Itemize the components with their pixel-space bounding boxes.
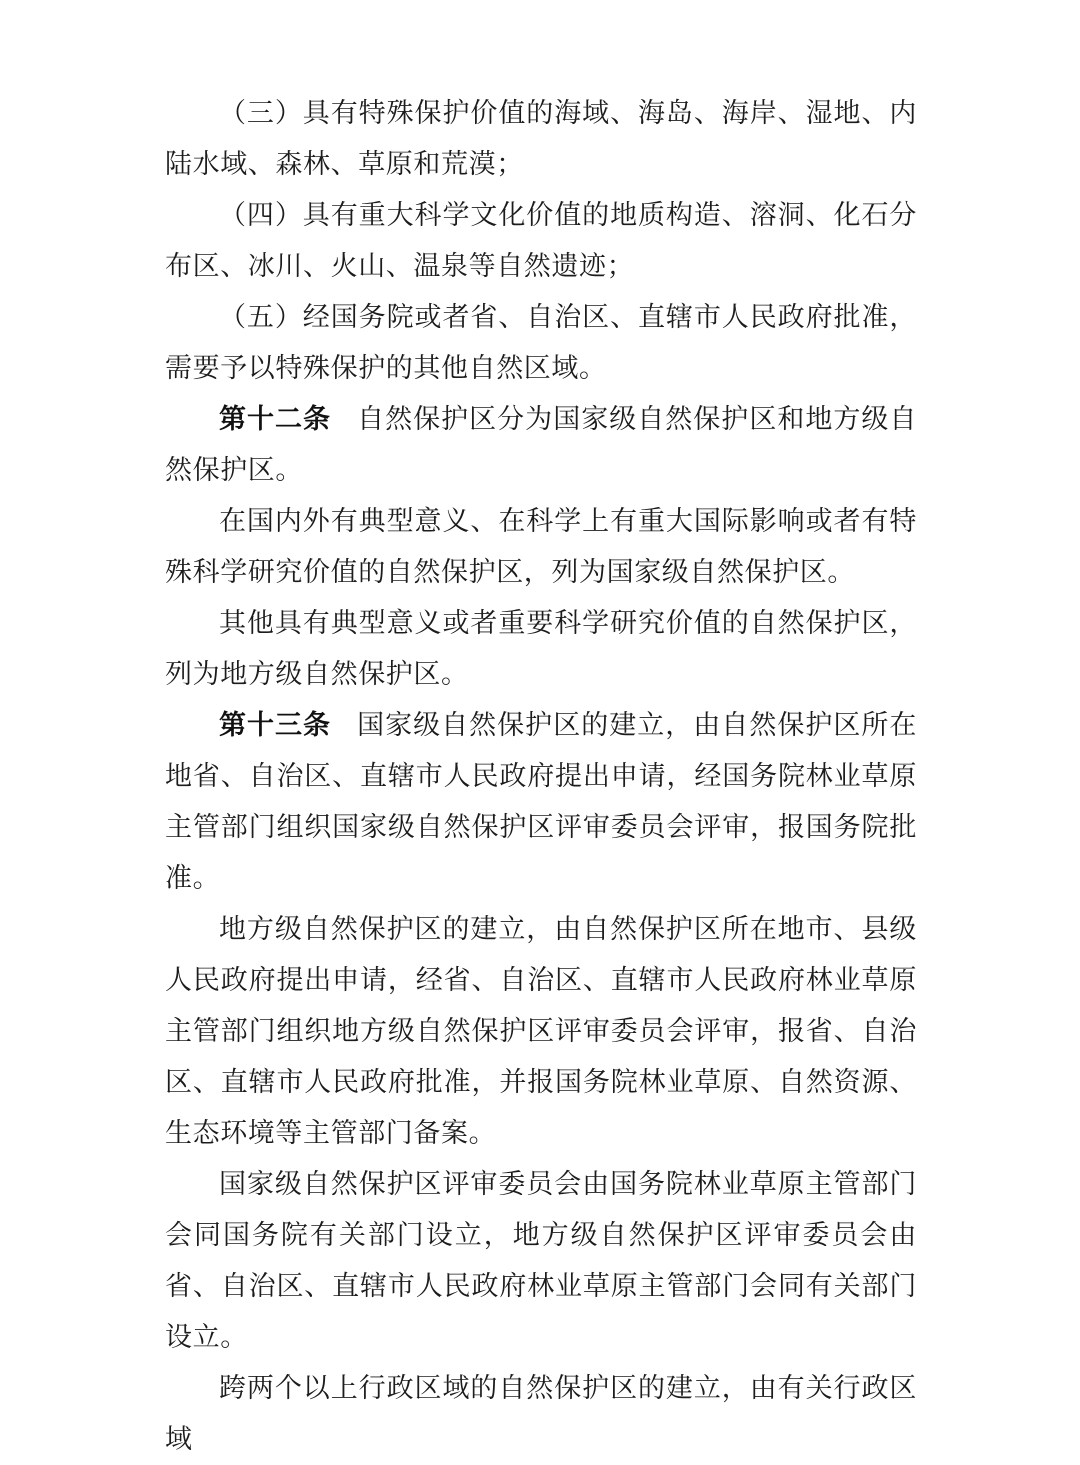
paragraph-text: （四）具有重大科学文化价值的地质构造、溶洞、化石分布区、冰川、火山、温泉等自然遗迹； — [165, 200, 917, 282]
paragraph-text: 在国内外有典型意义、在科学上有重大国际影响或者有特殊科学研究价值的自然保护区，列为国家级自然保护区。 — [165, 506, 917, 588]
paragraph-item-5 — [165, 292, 917, 394]
paragraph-text: 地方级自然保护区的建立，由自然保护区所在地市、县级人民政府提出申请，经省、自治区、直辖市人民政府林业草原主管部门组织地方级自然保护区评审委员会评审，报省、自治区、直辖市人民政府批准，并报国务院林业草原、自然资源、生态环境等主管部门备案。 — [165, 914, 917, 1149]
paragraph-item-4 — [165, 190, 917, 292]
document-body — [165, 88, 917, 1465]
paragraph — [165, 496, 917, 598]
paragraph-item-3 — [165, 88, 917, 190]
paragraph-text: （五）经国务院或者省、自治区、直辖市人民政府批准，需要予以特殊保护的其他自然区域。 — [165, 302, 917, 384]
paragraph — [165, 1159, 917, 1363]
paragraph-text: 跨两个以上行政区域的自然保护区的建立，由有关行政区域 — [165, 1373, 917, 1455]
paragraph-text: 国家级自然保护区评审委员会由国务院林业草原主管部门会同国务院有关部门设立，地方级自然保护区评审委员会由省、自治区、直辖市人民政府林业草原主管部门会同有关部门设立。 — [165, 1169, 917, 1353]
paragraph — [165, 904, 917, 1159]
paragraph — [165, 598, 917, 700]
paragraph-text: 其他具有典型意义或者重要科学研究价值的自然保护区，列为地方级自然保护区。 — [165, 608, 917, 690]
paragraph-text: 国家级自然保护区的建立，由自然保护区所在地省、自治区、直辖市人民政府提出申请，经国务院林业草原主管部门组织国家级自然保护区评审委员会评审，报国务院批准。 — [165, 710, 918, 894]
paragraph-text: （三）具有特殊保护价值的海域、海岛、海岸、湿地、内陆水域、森林、草原和荒漠； — [165, 98, 917, 180]
paragraph — [165, 1363, 917, 1465]
article-13 — [165, 700, 917, 904]
paragraph-text: 自然保护区分为国家级自然保护区和地方级自然保护区。 — [165, 404, 918, 486]
article-12 — [165, 394, 917, 496]
article-heading: 第十三条 — [219, 710, 332, 741]
article-heading: 第十二条 — [219, 404, 332, 435]
